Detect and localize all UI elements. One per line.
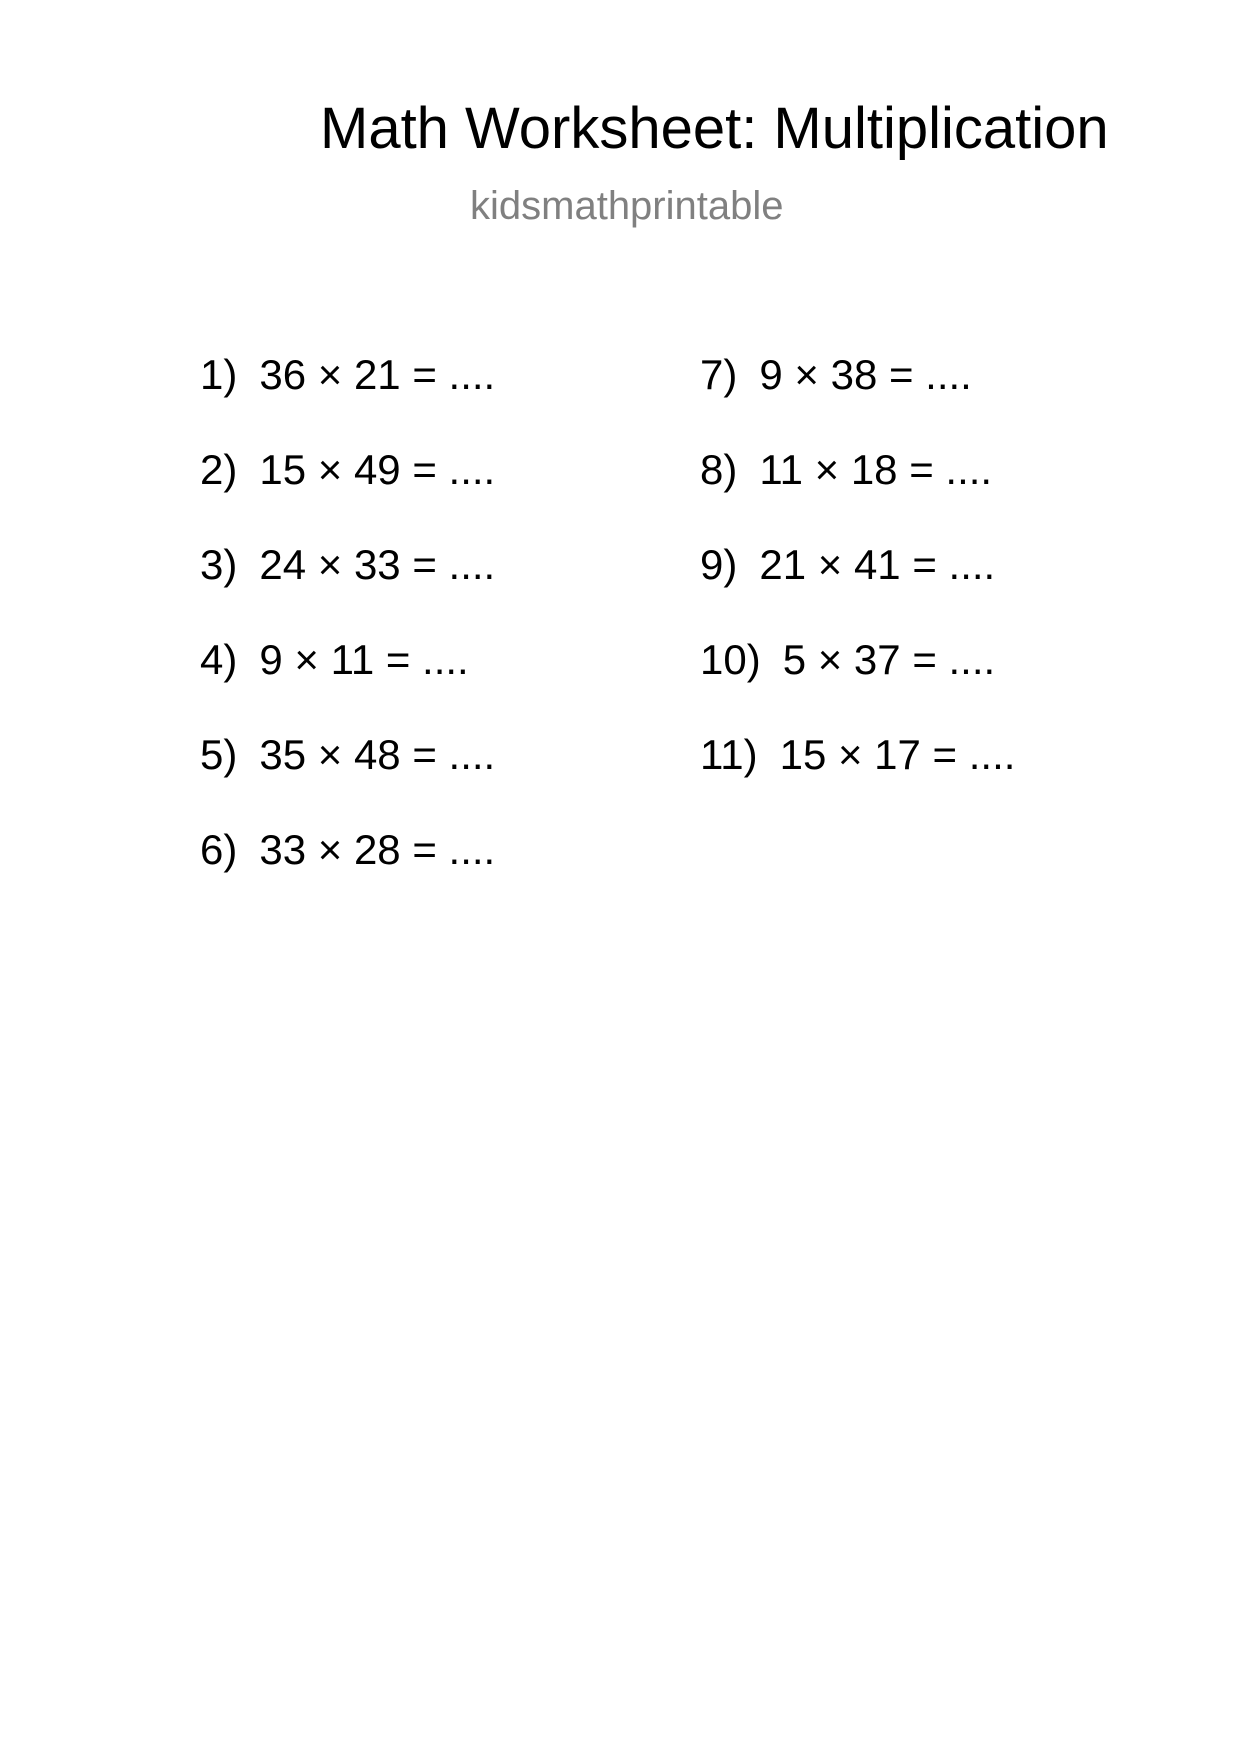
problem-expression: 11 × 18 = ....: [759, 446, 993, 493]
problem-9: [700, 540, 1200, 635]
problem-expression: 35 × 48 = ....: [259, 731, 496, 778]
problem-expression: 9 × 38 = ....: [759, 351, 972, 398]
problem-number: 5): [200, 731, 238, 778]
problem-number: 3): [200, 541, 238, 588]
problem-11: [700, 730, 1200, 825]
problem-10: [700, 635, 1200, 730]
problem-expression: 9 × 11 = ....: [259, 636, 469, 683]
problem-5: [200, 730, 700, 825]
problem-number: 1): [200, 351, 238, 398]
problem-2: [200, 445, 700, 540]
problem-6: [200, 825, 700, 920]
problem-expression: 21 × 41 = ....: [759, 541, 996, 588]
problems-column-left: [200, 350, 700, 920]
problems-column-right: [700, 350, 1200, 825]
problem-expression: 33 × 28 = ....: [259, 826, 496, 873]
problem-4: [200, 635, 700, 730]
problem-expression: 5 × 37 = ....: [782, 636, 996, 683]
problem-expression: 15 × 17 = ....: [779, 731, 1016, 778]
problem-8: [700, 445, 1200, 540]
problem-3: [200, 540, 700, 635]
problem-7: [700, 350, 1200, 445]
problem-number: 11): [700, 731, 758, 778]
problem-number: 8): [700, 446, 738, 493]
problem-number: 10): [700, 636, 761, 683]
page-subtitle: kidsmathprintable: [470, 184, 784, 228]
problem-expression: 24 × 33 = ....: [259, 541, 496, 588]
page-title: Math Worksheet: Multiplication: [320, 96, 1109, 161]
problem-expression: 36 × 21 = ....: [259, 351, 496, 398]
problem-number: 7): [700, 351, 738, 398]
problem-number: 9): [700, 541, 738, 588]
problem-expression: 15 × 49 = ....: [259, 446, 496, 493]
problem-number: 6): [200, 826, 238, 873]
problem-number: 4): [200, 636, 238, 683]
problem-number: 2): [200, 446, 238, 493]
problem-1: [200, 350, 700, 445]
